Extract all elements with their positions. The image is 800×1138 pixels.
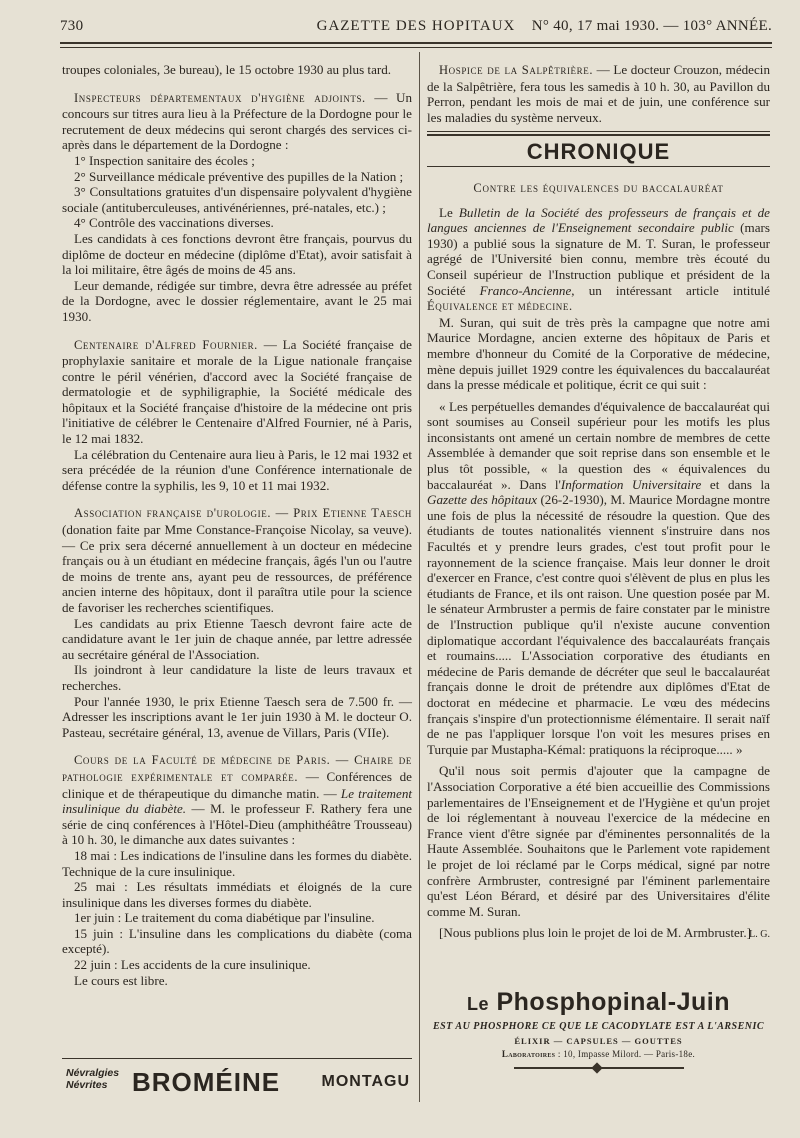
paragraph: Ils joindront à leur candidature la liste de leurs travaux et recherches. (62, 662, 412, 693)
bromeine-ad (62, 1058, 412, 1095)
paragraph: Pour l'année 1930, le prix Etienne Taesch sera de 7.500 fr. — Adresser les inscriptions avant le 1er juin 1930 à M. le docteur O. Pasteau, secrétaire général, 13, avenue de Villars, Paris (VIIe). (62, 693, 412, 740)
section-rule (427, 131, 770, 132)
list-item: 3° Consultations gratuites d'un dispensaire polyvalent d'hygiène sociale (antituberculeuses, antivénériennes, pré-natales, etc.) ; (62, 184, 412, 215)
cours-heading: Cours de la Faculté de médecine de Paris. — Chaire de pathologie expérimentale et comparée. (62, 753, 412, 784)
list-item: 15 juin : L'insuline dans les complications du diabète (coma excepté). (62, 925, 412, 957)
ad-forms: ÉLIXIR — CAPSULES — GOUTTES (514, 1036, 683, 1046)
header-rule-thin (60, 47, 772, 48)
phosphopinal-ad (427, 988, 770, 1069)
page-number: 730 (60, 18, 84, 34)
issue-info: N° 40, 17 mai 1930. — 103° ANNÉE. (531, 18, 772, 34)
ad-brand: Le Phosphopinal-Juin (467, 988, 730, 1016)
list-item: 1° Inspection sanitaire des écoles ; (74, 152, 255, 168)
journal-title: GAZETTE DES HOPITAUX (316, 18, 516, 34)
inspecteurs-list (62, 153, 412, 231)
list-item: 18 mai : Les indications de l'insuline dans les formes du diabète. Technique de la cure insulinique. (62, 847, 412, 879)
centenaire-notice: Centenaire d'Alfred Fournier. — La Société française de prophylaxie sanitaire et morale de la Ligue nationale française contre le péril vénérien, d'accord avec la Société française de dermatologie et de syphiligraphie, la Société médicale des hôpitaux et la Société française d'histoire de la médecine ont pris l'initiative de célébrer le Centenaire d'Alfred Fournier, né à Paris, le 12 mai 1832. (62, 336, 412, 447)
salpetriere-heading: Hospice de la Salpêtrière. (439, 63, 594, 77)
left-column (62, 62, 412, 988)
ad-maker: MONTAGU (321, 1073, 410, 1090)
continued-text: troupes coloniales, 3e bureau), le 15 octobre 1930 au plus tard. (62, 62, 392, 77)
urologie-heading: Association française d'urologie. — Prix Etienne Taesch (74, 506, 412, 521)
ad-brand: BROMÉINE (132, 1067, 281, 1097)
quotation: « Les perpétuelles demandes d'équivalence de baccalauréat qui sont soumises au Conseil supérieur pour les motifs les plus inconsistants ont amené un certain nombre de membres de cette Assemblée à demander que soit reprise dans son ensemble et le plus tôt possible, « la question des « équivalences du baccalauréat ». Dans l'Information Universitaire et dans la Gazette des hôpitaux (26-2-1930), M. Maurice Mordagne montre une fois de plus la nécessité de résoudre la question. Que des étudiants de toutes nationalités viennent s'instruire dans nos Facultés et y prendre leurs grades, c'est tout profit pour le rayonnement de la science française. Mais leur donner le droit d'exercer en France, c'est contre quoi s'élèvent de plus en plus les étudiants de France, et ils ont raison. Une question posée par M. le sénateur Armbruster a permis de faire constater par le ministre de l'Instruction publique qu'il n'existe aucune convention diplomatique accordant l'équivalence des baccalauréats français et roumains..... L'Association corporative des étudiants en médecine de Paris demande de décréter que seul le baccalauréat français donne le droit de prétendre aux diplômes d'Etat de doctorat en médecine et pharmacie. Le vœu des médecins français s'inspire d'un protectionnisme élémentaire. Il serait naïf de ne pas l'appliquer lorsque l'on voit les mesures prises en Turquie par Mustapha-Kémal: pratiquons la réciproque..... » (427, 398, 770, 757)
cours-notice: Cours de la Faculté de médecine de Paris. — Chaire de pathologie expérimentale et comparée. — Conférences de clinique et de thérapeutique du dimanche matin. — Le traitement insulinique du diabète. — M. le professeur F. Rathery fera une série de cinq conférences à l'Hôtel-Dieu (amphithéâtre Trousseau) à 10 h. 30, le dimanche aux dates suivantes : (62, 753, 413, 848)
paragraph: M. Suran, qui suit de très près la campagne que notre ami Maurice Mordagne, ancien externe des hôpitaux de Paris et membre d'honneur du Comité de la Corporative de médecine, mène depuis juillet 1929 contre les équivalences du baccalauréat dans la presse médicale et politique, écrit ce qui suit : (427, 314, 770, 393)
article-heading: Contre les équivalences du baccalauréat (473, 180, 724, 195)
column-divider (419, 52, 420, 1102)
editor-note: [Nous publions plus loin le projet de loi de M. Armbruster.] (439, 925, 752, 941)
inspecteurs-heading: Inspecteurs départementaux d'hygiène adjoints. (74, 90, 366, 105)
paragraph: Les candidats à ces fonctions devront être français, pourvus du diplôme de docteur en médecine (diplôme d'Etat), avoir satisfait à la loi militaire, être âgés de moins de 45 ans. (62, 230, 412, 278)
paragraph: Qu'il nous soit permis d'ajouter que la campagne de l'Association Corporative a été bien accueillie des Commissions parlementaires de l'Enseignement et de l'Hygiène et qu'un projet de loi réglementant à nouveau l'exercice de la médecine en France vient d'être signée par d'éminentes personnalités de la Haute Assemblée. Souhaitons que le Parlement vote rapidement le projet de loi réclamé par le Corps médical, signé par notre confrère Armbruster, contresigné par l'éminent parlementaire qu'est Léon Bérard, et désiré par des Universitaires d'élite comme M. Suran. (427, 763, 770, 919)
section-title: CHRONIQUE (526, 139, 671, 165)
paragraph: Leur demande, rédigée sur timbre, devra être adressée au préfet de la Dordogne, avec le dossier réglementaire, avant le 25 mai 1930. (62, 277, 412, 324)
salpetriere-notice: Hospice de la Salpêtrière. — Le docteur Crouzon, médecin de la Salpêtrière, fera tous les samedis à 10 h. 30, au Pavillon du Perron, pendant les mois de mai et de juin, une conférence sur les maladies du système nerveux. (427, 62, 770, 125)
right-column (427, 62, 770, 942)
paragraph: Les candidats au prix Etienne Taesch devront faire acte de candidature avant le 1er juin de chaque année, par lettre adressée au secrétaire général de l'Association. (62, 615, 412, 662)
ornament-rule (514, 1067, 684, 1069)
page-header (60, 18, 772, 40)
list-item: 1er juin : Le traitement du coma diabétique par l'insuline. (74, 910, 375, 926)
section-rule (427, 134, 770, 136)
ad-indications: Névralgies Névrites (66, 1067, 120, 1091)
paragraph: Le Bulletin de la Société des professeurs de français et de langues anciennes de l'Enseignement secondaire public (mars 1930) a publié sous la signature de M. T. Suran, le professeur agrégé de l'Université bien connu, membre très écouté du Conseil supérieur de l'Instruction publique et président de la Société Franco-Ancienne, un intéressant article intitulé Équivalence et médecine. (427, 204, 770, 314)
header-rule (60, 42, 772, 44)
ad-laboratory: Laboratoires : 10, Impasse Milord. — Paris-18e. (501, 1049, 696, 1059)
ad-tagline: EST AU PHOSPHORE CE QUE LE CACODYLATE EST A L'ARSENIC (432, 1021, 765, 1032)
paragraph: La célébration du Centenaire aura lieu à Paris, le 12 mai 1932 et sera précédée de la réunion d'une Conférence internationale de défense contre la syphilis, les 9, 10 et 11 mai 1932. (62, 446, 412, 493)
list-item: 4° Contrôle des vaccinations diverses. (74, 215, 274, 231)
signature: L. G. (749, 928, 770, 940)
section-rule (427, 166, 770, 167)
list-item: 22 juin : Les accidents de la cure insulinique. (74, 957, 311, 973)
centenaire-heading: Centenaire d'Alfred Fournier. (74, 337, 258, 352)
inspecteurs-notice: Inspecteurs départementaux d'hygiène adjoints. — Un concours sur titres aura lieu à la Préfecture de la Dordogne pour le recrutement de deux médecins qui seront chargés des services ci-après dans le département de la Dordogne : (62, 89, 412, 153)
list-item: 2° Surveillance médicale préventive des pupilles de la Nation ; (74, 168, 404, 184)
list-item: 25 mai : Les résultats immédiats et éloignés de la cure insulinique dans les diverses formes du diabète. (62, 879, 412, 910)
paragraph: Le cours est libre. (74, 972, 168, 988)
urologie-notice: Association française d'urologie. — Prix Etienne Taesch (donation faite par Mme Constance-Françoise Nicolay, sa veuve). — Ce prix sera décerné annuellement à un docteur en médecine français ou à un étudiant en médecine français, âgés l'un ou l'autre de moins de trente ans, ayant peu de ressources, de préférence ancien interne des hôpitaux, dont il paraîtra utile pour la science de favoriser les recherches scientifiques. (62, 506, 412, 615)
cours-list (62, 848, 412, 973)
